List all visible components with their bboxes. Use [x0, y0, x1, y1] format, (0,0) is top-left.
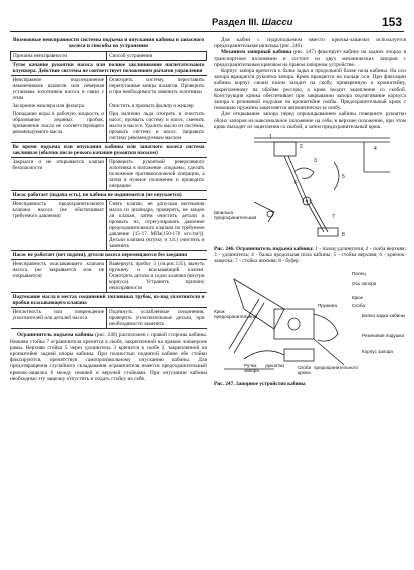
figure-247-caption: Рис. 247. Запорное устройство кабины: [214, 380, 306, 387]
table-cell: Вывернуть пробку 3 (см.рис.135), вынуть пружину и всасывающий клапан. Осмотреть детали и седло клапана (внутри корпуса). Устранить причину неисправности: [109, 261, 205, 292]
table-row: [11, 158, 207, 191]
troubleshooting-table: [10, 51, 207, 329]
table-cell: Проверить рукояткой реверсивного золотника в положение «подъем», сделать положение противоположной операции, а затем в нужное положение и проводить операцию: [109, 159, 205, 190]
figure-label: Палец: [352, 270, 366, 276]
figure-label: Ось запора: [352, 280, 377, 286]
table-cell: Неисправность предохранительного клапана насоса (не обеспечивает требуемого давления): [11, 200, 107, 251]
table-row: [11, 260, 207, 293]
table-row: [11, 308, 207, 329]
figure-label: Ручка рукоятки запора: [244, 362, 284, 373]
paragraph: Корпус запора крепится к балке задка и продольной балке пола кабины. На оси запора вращается рукоятка запора. Крюк вращается на пальце оси. При фиксации кабины корпус своим пазом заходит на скобу, приваренную к кронштейну, закрепленному на обойме рессоры, а крюк входит зацепление со скобой. Конструкция крюка обеспечивает при закрывании запора подтягивание корпуса запора к резиновой подушке на кронштейне скобы. Предохранительный крюк с помощью пружины зацепляется автоматически за скобу.: [214, 68, 406, 112]
figure-label: Шпилька предохранительная: [214, 210, 257, 221]
table-section-title: Насос работает (подача есть), но кабина не поднимается (не опускается): [11, 191, 207, 200]
table-row: [11, 76, 207, 103]
table-section-title: Подтекание масла в местах соединений топливных трубок, из-под уплотнителя и пробки всасывающего клапана: [12, 294, 205, 307]
table-row: [11, 102, 207, 110]
table-cell: Неисправное подсоединение наконечников шлангов или неверная установка золотников насоса в связи с этим: [11, 76, 107, 103]
callout-number: 6: [294, 180, 297, 187]
callout-number: 7: [332, 214, 335, 221]
figure-247: [214, 269, 406, 379]
figure-label: Крюк предохранительный: [214, 308, 258, 319]
table-title: Возможные неисправности системы подъема и опускания кабины и запасного колеса и способы их устранения: [12, 37, 205, 50]
table-cell: Осмотреть систему, переставить перепутанные концы шлангов. Проверить и при необходимости заменить золотники: [109, 77, 205, 96]
table-cell: Неплотность или повреждение уплотнителей или деталей насоса: [11, 308, 107, 329]
table-cell: Попадание воды в рабочую жидкость и образование ледяных пробок, применение масла не соответствующего рекомендуемого масла: [11, 110, 107, 143]
table-section-title: Во время подъема или опускания кабины или запасного колеса система заклинило (обычно после резкого качания рукоятки насосом): [12, 144, 205, 157]
table-row: [11, 200, 207, 251]
figure-246: [214, 132, 406, 244]
figure-246-caption: Рис. 246. Ограничитель подъема кабины: 1 - палец удлинителя; 2 - скоба верхняя; 3 - удлинитель; 4 - балка продольная пола кабины; 5 - стойка верхняя; 6 - крючок-защелка; 7 - стойка нижняя; 8 - буфер: [214, 246, 406, 265]
table-cell: При наличии льда отогреть и очистить насос, промыть систему и насос, сменить масло в насосе. Удалить масло из системы, промыть систему и насос. Заправить систему рекомендуемым маслом: [109, 111, 205, 142]
figure-label: Балка задка кабины: [362, 312, 406, 318]
table-cell: Подтянуть ослабленные соединения, проверить уплотнительные детали, при необходимости заменить: [109, 309, 205, 328]
cab-lift-limiter-drawing: [214, 132, 406, 244]
table-cell: Засорение жиклера или фильтра: [11, 102, 107, 110]
paragraph: Механизм запорный кабины (рис. 247) фиксирует кабину на задних опорах в транспортном положении и состоит из двух механических запоров с предохранительным крючком на правом запорном устройстве.: [214, 49, 406, 68]
table-cell: Снять клапан, не допуская вытекания масла из цилиндра, проверить, не заеден ли клапан, затем очистить детали и промыть их, отрегулировать давление предохранительного клапана по требуемое давление [15-17 МПа(150-170 кгс/см²)]. Детали клапана (втулку и т.п.) очистить и заменить: [109, 201, 205, 250]
callout-number: 2: [300, 144, 303, 151]
callout-number: 1: [269, 134, 272, 141]
callout-number: 8: [342, 232, 345, 239]
table-header-remedy: Способ устранения: [107, 52, 207, 61]
paragraph: Ограничитель подъема кабины (рис. 246) расположен с правой стороны кабины. Нижняя стойка 7 ограничителя крепится к скобе, закрепленной на правом лонжероне рамы. Верхняя стойка 5 через удлинитель 3 крепится к скобе 2, закрепленной на кронштейне задней опоры кабины. При полностью поднятой кабине обе стойки фиксируются, препятствуя самопроизвольному опусканию кабины. Для предотвращения случайного складывания ограничителя имеется предохранительный крючок-защелка 6 между нижней и верхней стойками. При опускании кабины необходимо эту защелку отпустить и подать стойку на себя.: [10, 332, 208, 382]
page-header: [212, 16, 402, 30]
table-section-title: Тугое качание рукоятки насоса или полное заклинивание нагнетательного плунжера. Действие системы не соответствует положениям рычагов управления: [12, 62, 205, 75]
paragraph: Для открывания запора перед опрокидыванием кабины поверните рукоятки обоих запоров на максимальное положение на себя, в верхнее положение, при этом крюк выходит из зацепления со скобой, а затем предохранительный крюк.: [214, 111, 406, 130]
figure-label: Корпус запора: [362, 348, 393, 354]
table-row: [11, 110, 207, 143]
table-header-cause: Причина неисправности: [11, 52, 107, 61]
left-column: [10, 37, 207, 382]
callout-number: 4: [374, 146, 377, 153]
page-number: 153: [381, 15, 402, 29]
table-cell: Неисправность всасывающего клапана насоса (не закрывается или не открывается): [11, 260, 107, 293]
figure-label: Пружина: [318, 302, 337, 308]
figure-label: Крюк: [352, 294, 363, 300]
right-column: [214, 37, 406, 387]
callout-number: 5: [342, 174, 345, 181]
table-cell: Очистить и промыть фильтр и жиклер: [109, 103, 194, 110]
figure-label: Скоба предохранительного крюка: [298, 364, 358, 375]
table-section-title: Насос не работает (нет подачи), детали насоса перемещаются без заедания: [11, 251, 207, 260]
table-cell: Закрылся и не открывается клапан безопасности: [11, 158, 107, 191]
section-title: Раздел III. Шасси: [212, 17, 293, 28]
header-rule: [10, 31, 404, 32]
figure-label: Резиновая подушка: [362, 332, 405, 338]
callout-number: 3: [314, 158, 317, 165]
paragraph: Для кабин с гидроподъемом вместо крючка-защелки используется предохранительная шпилька (рис. 246).: [214, 37, 406, 50]
figure-label: Скоба: [352, 302, 366, 308]
